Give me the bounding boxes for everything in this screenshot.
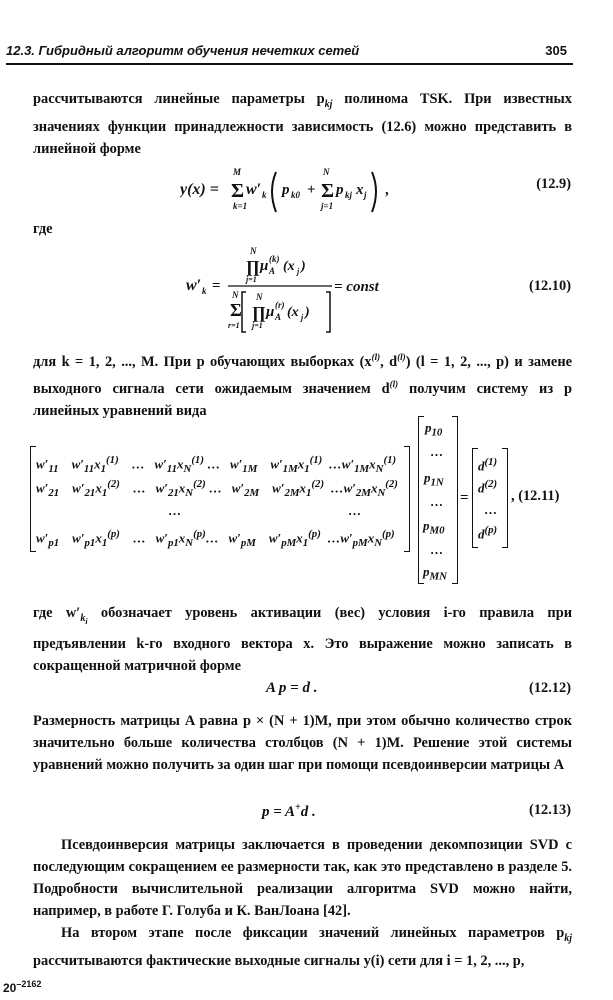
- svg-text:y(x) =: y(x) =: [180, 181, 219, 198]
- const-text: = const: [334, 279, 379, 295]
- svg-text:): ): [305, 305, 310, 320]
- subscript-text: i: [85, 616, 88, 626]
- equals-sign: =: [460, 490, 469, 506]
- subscript: kj: [564, 932, 572, 944]
- svg-text:A: A: [269, 266, 276, 276]
- svg-text:x: x: [356, 182, 364, 198]
- svg-text:kj: kj: [345, 190, 353, 200]
- equation-12-12: A p = d .: [266, 680, 318, 696]
- paragraph-second-stage: [33, 922, 572, 972]
- text: рассчитываются линейные параметры p: [33, 91, 325, 107]
- text: d .: [300, 804, 316, 820]
- svg-text:M: M: [233, 167, 242, 177]
- svg-text:p: p: [336, 182, 344, 198]
- equation-number: (12.12): [529, 680, 571, 696]
- vector-p-bracket-right: [452, 416, 458, 584]
- text: ) (l = 1, 2, ..., p) и замене выходного сигнала сети ожидаемым значением d: [33, 353, 572, 397]
- svg-text:Σ: Σ: [321, 180, 335, 202]
- subscript-text: k: [80, 612, 86, 624]
- svg-text:r=1: r=1: [228, 321, 240, 330]
- superscript: +: [295, 802, 301, 813]
- svg-text:μ: μ: [266, 304, 275, 320]
- svg-text:Σ: Σ: [231, 180, 245, 202]
- svg-text:N: N: [323, 167, 330, 177]
- paragraph-activation: [33, 602, 572, 677]
- svg-text:N: N: [232, 290, 239, 300]
- subscript: [80, 613, 87, 624]
- vector-p-entry: $p_{MN}$: [423, 564, 447, 583]
- text: получим систему из p линейных уравнений вида: [33, 380, 572, 419]
- svg-text:k0: k0: [291, 190, 300, 200]
- vector-p-bracket-left: [418, 416, 424, 584]
- vector-ellipsis: …: [430, 542, 443, 557]
- svg-text:(r): (r): [275, 300, 285, 310]
- equation-number: (12.9): [536, 176, 571, 192]
- svg-text:(x: (x: [287, 305, 299, 320]
- vector-d-entry: $d^{(p)}$: [478, 524, 498, 542]
- text: полинома TSK. При известных значениях функции принадлежности зависимость (12.6) можно представить в линейной форме: [33, 91, 572, 157]
- vector-ellipsis: …: [430, 494, 443, 509]
- text: p = A: [262, 804, 295, 820]
- header-rule: [6, 63, 573, 65]
- vector-ellipsis: …: [430, 444, 443, 459]
- text: обозначает уровень активации (вес) условия i-го правила при предъявлении k-го входного вектора x. Это выражение можно записать в сокращенной матричной форме: [33, 605, 572, 674]
- paragraph-dimension: Размерность матрицы A равна p × (N + 1)M, при этом обычно количество строк значительно больше количества столбцов (N + 1)M. Решение этой системы уравнений можно получить за один шаг при помощи псевдоинверсии матрицы A: [33, 713, 572, 773]
- svg-text:N: N: [250, 246, 257, 256]
- matrix-row-p: $w'_{p1}$ $w'_{p1}x_1^{(p)}$ … $w'_{p1}x_N^{(p)}\dots$ $w'_{pM}$ $w'_{pM}x_1^{(p)}$ $\dots w'_{pM}x_N^{(p)}$: [36, 528, 395, 549]
- svg-text:Σ: Σ: [230, 300, 242, 320]
- text: рассчитываются фактические выходные сигналы y(i) сети для i = 1, 2, ..., p,: [33, 952, 525, 969]
- svg-text:+: +: [307, 182, 316, 198]
- equation-12-13: [262, 802, 316, 821]
- matrix-row-2: $w'_{21}$ $w'_{21}x_1^{(2)}$ … $w'_{21}x_N^{(2)}$ … $w'_{2M}$ $w'_{2M}x_1^{(2)}$ $\dots w'_{2M}x_N^{(2)}$: [36, 478, 398, 499]
- vector-ellipsis: …: [484, 502, 497, 517]
- text: На втором этапе после фиксации значений линейных параметров p: [61, 925, 565, 941]
- formula-12-9: [180, 160, 410, 222]
- superscript: (l): [371, 352, 381, 362]
- superscript: (l): [397, 352, 406, 362]
- subscript: kj: [324, 98, 333, 110]
- text: где w′: [33, 605, 81, 621]
- paragraph-samples: [33, 346, 572, 422]
- matrix-ellipsis: …: [348, 503, 361, 518]
- vector-d-bracket-right: [502, 448, 508, 548]
- svg-text:k=1: k=1: [233, 201, 248, 211]
- text: , d: [380, 353, 398, 370]
- text: 20: [3, 981, 17, 995]
- equation-number: , (12.11): [511, 488, 560, 504]
- svg-text:(x: (x: [283, 259, 295, 274]
- svg-text:μ: μ: [260, 258, 269, 274]
- svg-text:k: k: [202, 286, 207, 296]
- superscript: –2162: [16, 979, 42, 989]
- svg-text:j=1: j=1: [252, 321, 263, 330]
- svg-text:w′: w′: [246, 181, 262, 198]
- vector-p-entry: $p_{10}$: [425, 420, 443, 439]
- svg-text:=: =: [212, 278, 221, 294]
- svg-text:A: A: [275, 312, 282, 322]
- text: для k = 1, 2, ..., M. При p обучающих выборках (x: [33, 353, 372, 370]
- matrix-bracket-right: [404, 446, 410, 552]
- paragraph-intro: [33, 88, 572, 160]
- svg-text:j=1: j=1: [246, 275, 257, 284]
- vector-d-entry: $d^{(1)}$: [478, 456, 498, 474]
- vector-p-entry: $p_{M0}$: [423, 518, 445, 537]
- svg-text:j=1: j=1: [321, 201, 334, 211]
- svg-text:(k): (k): [269, 254, 280, 264]
- matrix-ellipsis: …: [168, 503, 181, 518]
- matrix-row-1: $w'_{11}$ $w'_{11}x_1^{(1)}$ … $w'_{11}x_N^{(1)}$ … $w'_{1M}$ $w'_{1M}x_1^{(1)}$ $\dots w'_{1M}x_N^{(1)}$: [36, 454, 397, 475]
- svg-text:∏: ∏: [246, 257, 260, 276]
- equation-number: (12.10): [529, 278, 571, 294]
- svg-text:N: N: [256, 292, 263, 302]
- vector-d-entry: $d^{(2)}$: [478, 478, 498, 496]
- svg-text:w′: w′: [186, 277, 202, 294]
- chapter-title: 12.3. Гибридный алгоритм обучения нечетких сетей: [6, 43, 360, 58]
- svg-text:p: p: [282, 182, 290, 198]
- where-label: где: [33, 221, 53, 237]
- printer-signature: [3, 979, 41, 995]
- svg-text:k: k: [262, 190, 267, 200]
- svg-text:j: j: [297, 267, 300, 276]
- superscript: (l): [389, 378, 399, 389]
- equation-number: (12.13): [529, 802, 571, 818]
- svg-text:j: j: [301, 313, 304, 322]
- svg-text:j: j: [364, 190, 367, 200]
- svg-text:∏: ∏: [252, 303, 266, 322]
- paragraph-pseudoinverse: Псевдоинверсия матрицы заключается в проведении декомпозиции SVD с последующим сокращением ее размерности так, как это представлено в разделе 5. Подробности вычислительной реализации алгоритма SVD можно найти, например, в работе Г. Голуба и К. ВанЛоана [42].: [33, 837, 572, 919]
- svg-text:): ): [301, 259, 306, 274]
- page-number: 305: [545, 43, 567, 58]
- vector-p-entry: $p_{1N}$: [424, 470, 444, 489]
- svg-text:,: ,: [385, 182, 389, 198]
